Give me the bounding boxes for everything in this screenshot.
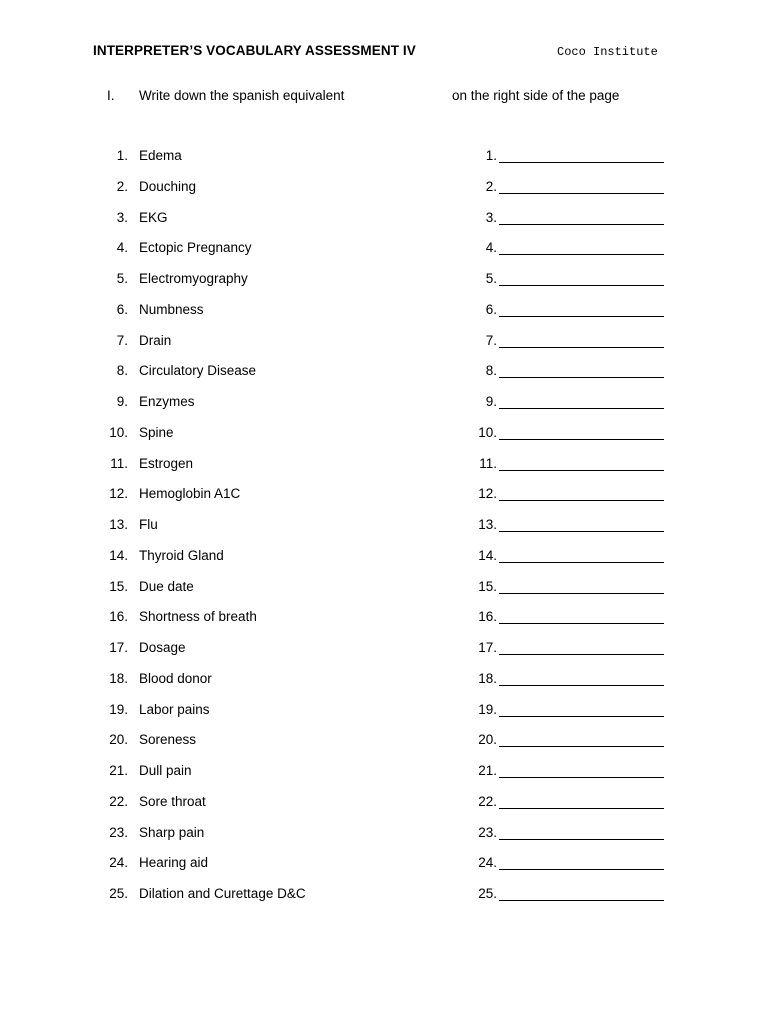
vocabulary-item — [0, 848, 768, 879]
item-number: 21. — [109, 763, 128, 778]
vocabulary-item — [0, 172, 768, 203]
item-number: 20. — [109, 732, 128, 748]
answer-blank-line[interactable] — [499, 746, 664, 747]
english-term: Numbness — [139, 301, 204, 317]
organization-name: Coco Institute — [557, 45, 658, 59]
item-number: 19. — [109, 701, 128, 717]
item-number: 22. — [109, 793, 128, 809]
vocabulary-item — [0, 756, 768, 787]
item-number: 13. — [109, 517, 128, 532]
english-term: Douching — [139, 178, 197, 194]
answer-blank-line[interactable] — [499, 593, 664, 594]
answer-number: 15. — [478, 578, 497, 594]
instruction-text-right: on the right side of the page — [452, 88, 620, 103]
answer-blank-line[interactable] — [499, 685, 664, 686]
answer-number: 25. — [478, 886, 497, 901]
answer-number: 19. — [478, 701, 497, 717]
english-term: Hearing aid — [139, 855, 209, 871]
answer-blank-line[interactable] — [499, 316, 664, 317]
vocabulary-item — [0, 387, 768, 418]
vocabulary-item — [0, 295, 768, 326]
item-number: 2. — [116, 178, 128, 194]
english-term: Hemoglobin A1C — [139, 486, 241, 502]
item-number: 17. — [109, 640, 128, 655]
item-number: 4. — [116, 240, 128, 256]
vocabulary-item — [0, 510, 768, 541]
answer-blank-line[interactable] — [499, 500, 664, 501]
answer-blank-line[interactable] — [499, 162, 664, 163]
english-term: Dilation and Curettage D&C — [139, 886, 306, 901]
vocabulary-item — [0, 326, 768, 357]
answer-blank-line[interactable] — [499, 808, 664, 809]
english-term: Sore throat — [139, 793, 206, 809]
english-term: Soreness — [139, 732, 197, 748]
vocabulary-item — [0, 264, 768, 295]
vocabulary-item — [0, 602, 768, 633]
item-number: 16. — [109, 609, 128, 625]
english-term: Circulatory Disease — [139, 363, 257, 379]
vocabulary-item — [0, 818, 768, 849]
vocabulary-item — [0, 787, 768, 818]
english-term: Labor pains — [139, 701, 210, 717]
vocabulary-item — [0, 725, 768, 756]
english-term: Shortness of breath — [139, 609, 257, 625]
vocabulary-item — [0, 633, 768, 664]
item-number: 12. — [109, 486, 128, 502]
english-term: Spine — [139, 424, 174, 440]
english-term: Blood donor — [139, 670, 212, 686]
vocabulary-item — [0, 356, 768, 387]
item-number: 8. — [116, 363, 128, 379]
vocabulary-item — [0, 695, 768, 726]
answer-number: 8. — [485, 363, 497, 379]
answer-blank-line[interactable] — [499, 777, 664, 778]
english-term: EKG — [139, 209, 168, 225]
answer-blank-line[interactable] — [499, 562, 664, 563]
item-number: 18. — [109, 670, 128, 686]
english-term: Thyroid Gland — [139, 547, 224, 563]
answer-number: 13. — [478, 517, 497, 532]
vocabulary-item — [0, 418, 768, 449]
answer-blank-line[interactable] — [499, 439, 664, 440]
answer-number: 11. — [479, 455, 497, 471]
vocabulary-item — [0, 541, 768, 572]
english-term: Ectopic Pregnancy — [139, 240, 252, 256]
vocabulary-item — [0, 203, 768, 234]
answer-number: 23. — [478, 824, 497, 840]
item-number: 3. — [116, 209, 128, 225]
vocabulary-item — [0, 879, 768, 910]
document-title: INTERPRETER’S VOCABULARY ASSESSMENT IV — [93, 43, 416, 58]
english-term: Flu — [139, 517, 158, 532]
item-number: 24. — [109, 855, 128, 871]
instruction-number: I. — [107, 88, 115, 103]
answer-number: 21. — [478, 763, 497, 778]
answer-number: 16. — [478, 609, 497, 625]
answer-number: 6. — [485, 301, 497, 317]
item-number: 5. — [116, 271, 128, 286]
item-number: 14. — [109, 547, 128, 563]
answer-number: 17. — [478, 640, 497, 655]
answer-number: 2. — [485, 178, 497, 194]
answer-blank-line[interactable] — [499, 869, 664, 870]
answer-number: 1. — [485, 148, 497, 163]
vocabulary-item — [0, 572, 768, 603]
answer-blank-line[interactable] — [499, 285, 664, 286]
english-term: Enzymes — [139, 394, 195, 409]
item-number: 25. — [109, 886, 128, 901]
english-term: Due date — [139, 578, 194, 594]
answer-number: 10. — [478, 424, 497, 440]
answer-blank-line[interactable] — [499, 254, 664, 255]
item-number: 6. — [116, 301, 128, 317]
answer-blank-line[interactable] — [499, 623, 664, 624]
answer-number: 24. — [478, 855, 497, 871]
answer-blank-line[interactable] — [499, 470, 664, 471]
answer-number: 22. — [478, 793, 497, 809]
answer-blank-line[interactable] — [499, 531, 664, 532]
vocabulary-item — [0, 141, 768, 172]
answer-blank-line[interactable] — [499, 839, 664, 840]
answer-blank-line[interactable] — [499, 408, 664, 409]
answer-blank-line[interactable] — [499, 716, 664, 717]
answer-number: 7. — [485, 332, 497, 348]
vocabulary-item — [0, 449, 768, 480]
answer-number: 4. — [485, 240, 497, 256]
instruction-text: Write down the spanish equivalent — [139, 88, 345, 103]
answer-number: 20. — [478, 732, 497, 748]
answer-blank-line[interactable] — [499, 224, 664, 225]
english-term: Estrogen — [139, 455, 194, 471]
answer-blank-line[interactable] — [499, 193, 664, 194]
english-term: Sharp pain — [139, 824, 205, 840]
english-term: Edema — [139, 148, 182, 163]
item-number: 10. — [109, 424, 128, 440]
english-term: Dull pain — [139, 763, 192, 778]
item-number: 7. — [116, 332, 128, 348]
answer-blank-line[interactable] — [499, 377, 664, 378]
vocabulary-item — [0, 233, 768, 264]
answer-number: 18. — [478, 670, 497, 686]
answer-number: 14. — [478, 547, 497, 563]
english-term: Electromyography — [139, 271, 248, 286]
item-number: 11. — [110, 455, 128, 471]
answer-number: 12. — [478, 486, 497, 502]
answer-number: 9. — [485, 394, 497, 409]
vocabulary-list — [0, 141, 768, 910]
vocabulary-item — [0, 479, 768, 510]
item-number: 1. — [116, 148, 128, 163]
answer-blank-line[interactable] — [499, 654, 664, 655]
item-number: 15. — [109, 578, 128, 594]
english-term: Dosage — [139, 640, 186, 655]
item-number: 9. — [116, 394, 128, 409]
english-term: Drain — [139, 332, 172, 348]
vocabulary-item — [0, 664, 768, 695]
answer-number: 3. — [485, 209, 497, 225]
answer-blank-line[interactable] — [499, 900, 664, 901]
answer-blank-line[interactable] — [499, 347, 664, 348]
item-number: 23. — [109, 824, 128, 840]
answer-number: 5. — [485, 271, 497, 286]
